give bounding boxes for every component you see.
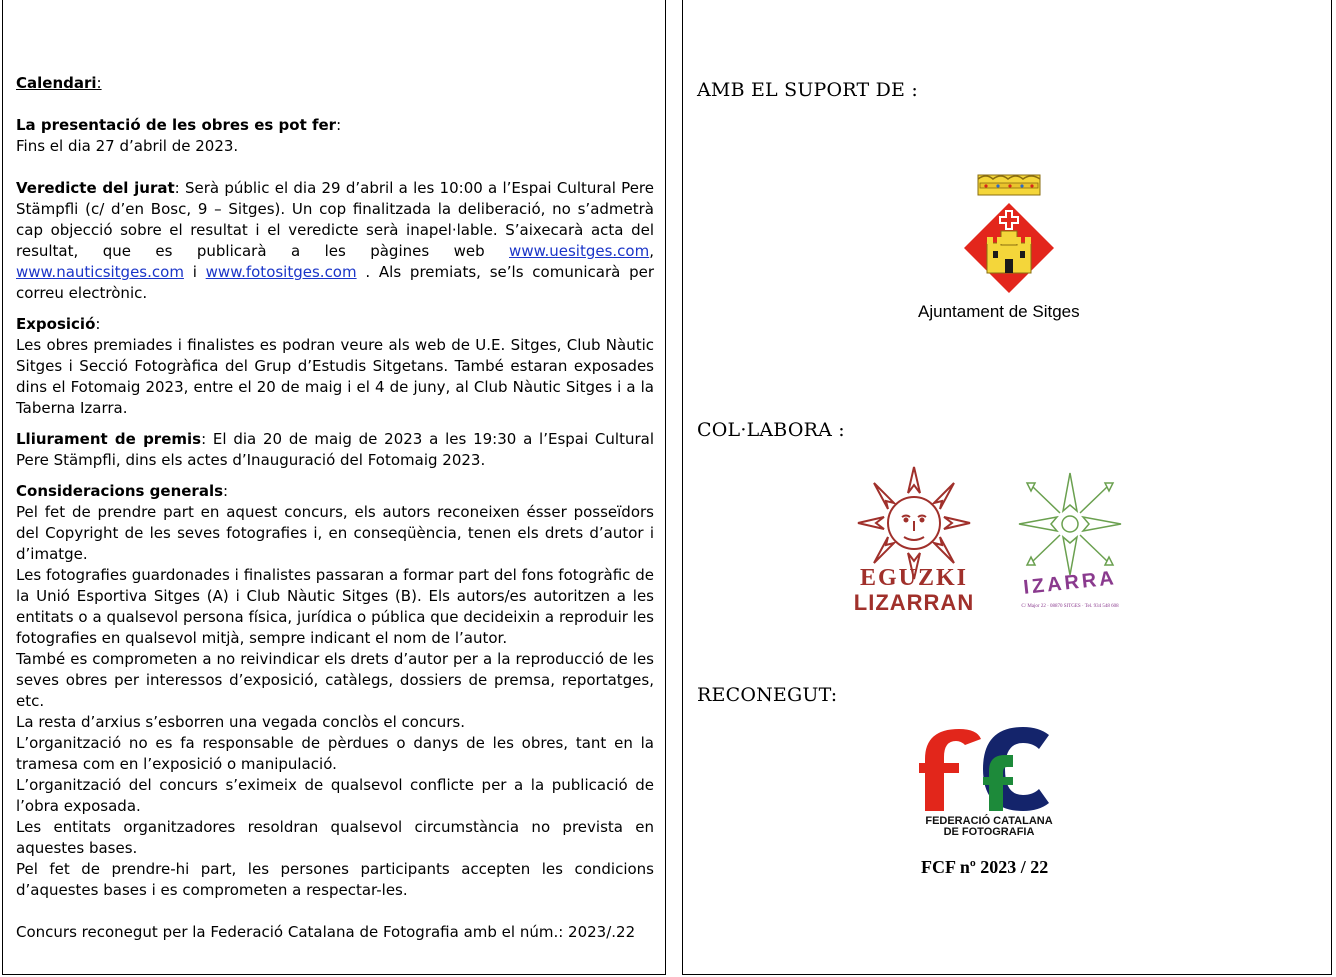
fcf-logo-line-2: DE FOTOGRAFIA (943, 826, 1035, 838)
consideracions-p7: Les entitats organitzadores resoldran qualsevol circumstància no prevista en aquestes bases. (16, 818, 654, 857)
calendari-line (16, 73, 654, 94)
presentacio-colon: : (336, 116, 342, 134)
eguzki-lizarran-logo (846, 463, 986, 615)
recognition-footer: Concurs reconegut per la Federació Catalana de Fotografia amb el núm.: 2023/.22 (16, 923, 636, 941)
veredicte-i: i (183, 263, 206, 281)
fcf-emblem-icon (919, 723, 1059, 839)
rules-text (16, 73, 654, 943)
veredicte-text-2: . Als premiats, se’ls comunicarà per correu electrònic. (16, 263, 654, 302)
exposicio-heading: Exposició (16, 315, 96, 333)
lliurament-heading: Lliurament de premis (16, 430, 202, 448)
consideracions-p1: Pel fet de prendre part en aquest concurs, els autors reconeixen ésser posseïdors del Copyright de les seves fotografies i, en conseqüència, tenen els drets d’autor i d’imatge. (16, 503, 654, 563)
lliurament-paragraph (16, 429, 654, 471)
link-fotositges[interactable]: www.fotositges.com (205, 263, 357, 281)
fcf-logo (919, 723, 1059, 839)
veredicte-paragraph (16, 178, 654, 304)
presentacio-line (16, 115, 654, 136)
star-ornament-icon (1005, 471, 1135, 613)
consideracions-p2: Les fotografies guardonades i finalistes passaran a formar part del fons fotogràfic de la Unió Esportiva Sitges (A) i Club Nàutic Sitges (B). Els autors/es autoritzen a les entitats o a qualsevol persona física, jurídica o pública que decideixin a reproduir les fotografies en qualsevol mitjà, sempre indicant el nom de l’autor. (16, 566, 654, 647)
fcf-logo-line-1: FEDERACIÓ CATALANA (925, 815, 1053, 827)
veredicte-text-1: : Serà públic el dia 29 d’abril a les 10:00 a l’Espai Cultural Pere Stämpfli (c/ d’en Bosc, 9 – Sitges). Un cop finalitzada la deliberació, no s’admetrà cap objecció sobre el resultat i el veredicte serà inapel·lable. S’aixecarà acta del resultat, que es publicarà a les pàgines web (16, 179, 654, 260)
izarra-address: C/ Major 22 · 08870 SITGES · Tel. 934 548 608 (1021, 604, 1119, 609)
consideracions-colon: : (223, 482, 229, 500)
presentacio-text: Fins el dia 27 d’abril de 2023. (16, 137, 239, 155)
exposicio-colon: : (95, 315, 101, 333)
consideracions-p8: Pel fet de prendre-hi part, les persones participants accepten les condicions d’aquestes bases i es comprometen a respectar-les. (16, 860, 654, 899)
exposicio-text: Les obres premiades i finalistes es podran veure als web de U.E. Sitges, Club Nàutic Sitges i Secció Fotogràfica del Grup d’Estudis Sitgetans. També estaran exposades dins el Fotomaig 2023, entre el 20 de maig i el 4 de juny, al Club Nàutic Sitges i a la Taberna Izarra. (16, 336, 654, 417)
izarra-logo (1005, 471, 1135, 613)
left-page (2, 0, 666, 975)
calendari-heading: Calendari (16, 74, 97, 92)
veredicte-comma: , (649, 242, 654, 260)
consideracions-p4: La resta d’arxius s’esborren una vegada conclòs el concurs. (16, 713, 465, 731)
ajuntament-caption: Ajuntament de Sitges (918, 302, 1080, 321)
right-page (682, 0, 1332, 975)
fcf-number: FCF nº 2023 / 22 (921, 857, 1049, 877)
link-uesitges[interactable]: www.uesitges.com (509, 242, 650, 260)
consideracions-p5: L’organització no es fa responsable de pèrdues o danys de les obres, tant en la tramesa com en l’exposició o manipulació. (16, 734, 654, 773)
consideracions-p6: L’organització del concurs s’eximeix de qualsevol conflicte per a la publicació de l’obra exposada. (16, 776, 654, 815)
izarra-logo-word: IZARRA (1022, 567, 1118, 599)
exposicio-line (16, 314, 654, 335)
eguzki-logo-word: EGUZKI (859, 565, 969, 591)
reconegut-heading: RECONEGUT: (697, 684, 838, 706)
sitges-shield-icon (955, 173, 1065, 298)
lizarran-logo-word: LIZARRAN (853, 590, 975, 615)
link-nauticsitges[interactable]: www.nauticsitges.com (16, 263, 184, 281)
veredicte-heading: Veredicte del jurat (16, 179, 175, 197)
sitges-coat-of-arms-logo (955, 173, 1065, 298)
presentacio-heading: La presentació de les obres es pot fer (16, 116, 337, 134)
sun-face-icon (846, 463, 986, 615)
suport-heading: AMB EL SUPORT DE : (697, 79, 918, 101)
consideracions-line (16, 481, 654, 502)
calendari-colon: : (96, 74, 102, 92)
consideracions-heading: Consideracions generals (16, 482, 224, 500)
collabora-heading: COL·LABORA : (697, 419, 845, 441)
consideracions-p3: També es comprometen a no reivindicar els drets d’autor per a la reproducció de les seves obres per interessos d’exposició, catàlegs, dossiers de premsa, reportatges, etc. (16, 650, 654, 710)
lliurament-text: : El dia 20 de maig de 2023 a les 19:30 a l’Espai Cultural Pere Stämpfli, dins els actes d’Inauguració del Fotomaig 2023. (16, 430, 654, 469)
